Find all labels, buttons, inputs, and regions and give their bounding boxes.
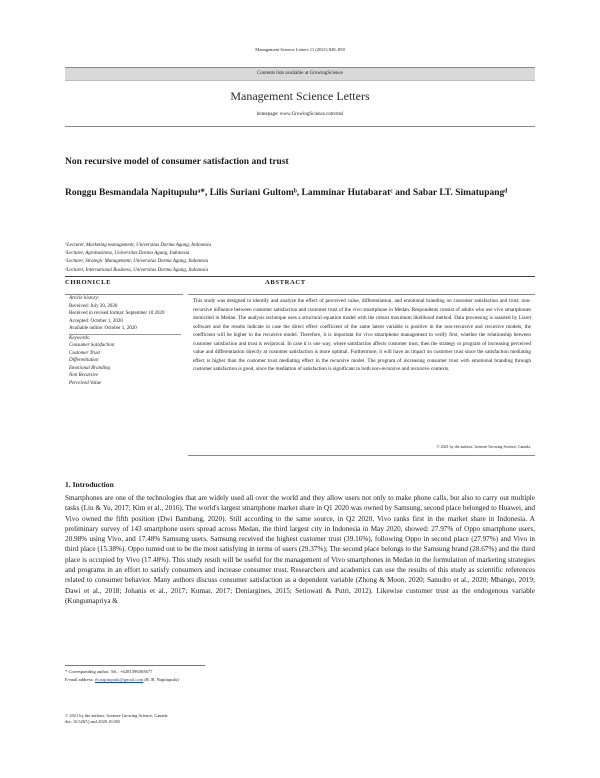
keyword-item: Differentiation (69, 358, 99, 363)
bottom-license: © 2021 by the authors; licensee Growing Science, Canada (65, 713, 168, 718)
journal-name: Management Science Letters (230, 89, 370, 103)
journal-homepage[interactable]: homepage: www.GrowingScience.com/msl (256, 112, 344, 117)
affiliation-b: ᵇLecturer, Agrobusiness, Universitas Darma Agung, Indonesia (65, 251, 190, 257)
affiliation-a: ᵃLecturer, Marketing management, Universitas Darma Agung, Indonesia (65, 243, 212, 248)
history-revised: Received in revised format: September 10 2020 (69, 311, 165, 316)
keyword-item: Perceived Value (69, 380, 102, 386)
abstract-heading: ABSTRACT (265, 279, 306, 286)
author-list: Ronggu Besmandala Napitupuluᵃ*, Lilis Suriani Gultomᵇ, Lamminar Hutabaratᶜ and Sabar LT. Simatupangᵈ (65, 188, 508, 198)
history-accepted: Accepted: October 1, 2020 (69, 318, 123, 324)
affiliation-d: ᵈLecturer, International Business, Universitas Darma Agung, Indonesia (65, 267, 209, 273)
doi-line[interactable]: doi: 10.5267/j.msl.2020.10.002 (65, 718, 121, 724)
contents-line: Contents lists available at GrowingScience (257, 71, 343, 76)
email-link[interactable]: rb.napitupulu@gmail.com (94, 677, 144, 682)
journal-banner (65, 67, 535, 127)
email-label: E-mail address: (65, 677, 95, 682)
affiliations (65, 242, 211, 275)
keywords-label: Keywords: (69, 334, 181, 343)
history-received: Received: July 20, 2020 (69, 303, 118, 309)
article-info (69, 295, 181, 387)
keyword-item: Emotional Branding (69, 365, 110, 371)
running-header: Management Science Letters 11 (2021) 849–858 (255, 47, 345, 52)
paper-title: Non recursive model of consumer satisfaction and trust (65, 157, 289, 167)
email-line (65, 676, 535, 684)
footnotes (65, 668, 535, 684)
chronicle-heading: CHRONICLE (65, 279, 112, 286)
introduction-body: Smartphones are one of the technologies that are widely used all over the world and they allow users not only to make phone calls, but also to carry out multiple tasks (Liu & Yu, 2017; Kim et al., 2016). The world's largest smartphone market share in Q1 2020 was owned by Samsung, second place belonged to Huawei, and Vivo owned the fifth position (Dwi Bambang, 2020). Still according to the same source, in Q2 2020, Vivo ranks first in the market share in Indonesia. A preliminary survey of 143 smartphone users spread across Medan, the third largest city in Indonesia in May 2020, showed: 27.97% of Oppo smartphone users, 20.98% using Vivo, and 17.48% Samsung users. Samsung received the highest customer trust (39.16%), following Oppo in second place (27.97%) and Vivo in third place (15.38%). Oppo turned out to be the most satisfying in terms of users (29.37%); The second place belongs to the Samsung brand (28.67%) and the third place is occupied by Vivo (17.48%). This study result will be useful for the management of Vivo smartphones in Medan in the formulation of marketing strategies and programs in an effort to satisfy consumers and increase consumer trust. Researchers and academics can use the results of this study as scientific references related to consumer behavior. Many authors discuss consumer satisfaction as a dependent variable (Zhong & Moon, 2020; Sanudro et al., 2020; Mbango, 2019; Dawi et al., 2018; Johanis et al., 2017; Kumar, 2017; Deniargines, 2015; Setiowati & Putri, 2012). Likewise customer trust as the endogenous variable (Kungumapriya & (65, 494, 535, 605)
bottom-info (65, 713, 365, 724)
keyword-item: Non Recursive (69, 373, 99, 378)
section-divider (65, 276, 535, 277)
history-online: Available online: October 1, 2020 (69, 326, 137, 331)
abstract-text: This study was designed to identify and analyze the effect of perceived value, differentiation, and emotional branding on customer satisfaction and trust; non-recursive influence between customer satisfaction and customer trust of the vivo smartphone in Medan. Respondents consist of adults who use vivo smartphones domiciled in Medan. The analysis technique uses a structural equation model with the robust maximum likelihood method. Data processing is assisted by Lisrel software and the results indicate in case the direct effect coefficient of the same latent variable is positive in the non-recursive and recursive models, the coefficient will be higher in the recursive model. Therefore, it is important for vivo smartphone management to verify first, whether the relationship between customer satisfaction and trust is reciprocal. In case it is one way, where satisfaction affects customer trust, then the strategy or program of increasing perceived value and differentiation directly at customer satisfaction is more optimal. Furthermore, it will have an impact on customer trust since the satisfaction mediating effect is higher than the customer trust mediating effect in the recursive model. The program of increasing consumer trust with emotional branding through customer satisfaction is good, since the mediation of satisfaction is significant in both non-recursive and recursive contexts. (193, 298, 531, 373)
affiliation-c: ᶜLecturer, Strategic Management, Universitas Darma Agung, Indonesia (65, 259, 209, 265)
keyword-item: Customer Trust (69, 350, 100, 356)
corresponding-author: * Corresponding author. Tel.: +6281396565677 (65, 669, 153, 674)
abstract-copyright: © 2021 by the authors; licensee Growing Science, Canada. (436, 444, 531, 449)
footnote-rule (65, 665, 205, 666)
history-label: Article history: (69, 296, 100, 301)
introduction-heading: 1. Introduction (65, 480, 114, 489)
keyword-item: Consumer Satisfaction (69, 343, 115, 348)
email-owner: (R. B. Napitupulu) (143, 677, 179, 682)
